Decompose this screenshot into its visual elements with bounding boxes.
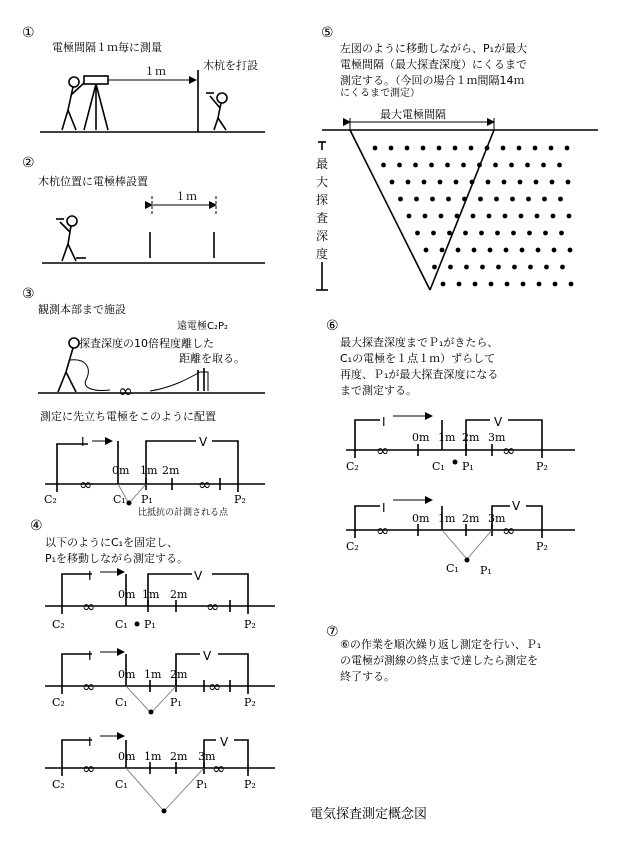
- step3-tick-1m: 1m: [140, 464, 158, 477]
- measurement-point: [551, 214, 556, 219]
- measurement-point: [414, 197, 419, 202]
- measurement-point: [415, 231, 420, 236]
- step6-line4: まで測定する。: [340, 384, 417, 397]
- measurement-point: [494, 197, 499, 202]
- step6b-c1: C₁: [446, 562, 459, 575]
- measurement-point: [471, 214, 476, 219]
- measurement-point: [455, 214, 460, 219]
- measurement-point: [431, 231, 436, 236]
- measurement-point: [406, 180, 411, 185]
- step7-number: ⑦: [326, 624, 339, 640]
- step6-line1: 最大探査深度までＰ₁がきたら、: [340, 336, 499, 349]
- step6a-c1: C₁: [432, 460, 445, 473]
- measurement-point: [488, 248, 493, 253]
- step3-tick-2m: 2m: [162, 464, 180, 477]
- step4b-p1: P₁: [170, 696, 182, 709]
- measurement-point: [521, 282, 526, 287]
- measurement-point: [565, 146, 570, 151]
- step4b-tick-1m: 1m: [144, 668, 162, 681]
- measurement-point: [512, 265, 517, 270]
- step4b-c1: C₁: [115, 696, 128, 709]
- step3-infinity-left: ∞: [79, 475, 93, 494]
- step5-max-spacing-label: 最大電極間隔: [380, 108, 446, 121]
- measurement-point: [424, 248, 429, 253]
- measurement-point: [542, 197, 547, 202]
- step4b-tick-0m: 0m: [118, 668, 136, 681]
- step1-number: ①: [22, 25, 35, 41]
- step3-remote-electrode: 遠電極C₂P₂: [177, 321, 229, 332]
- measurement-point: [535, 214, 540, 219]
- step4c-tick-1m: 1m: [144, 750, 162, 763]
- measurement-point: [439, 214, 444, 219]
- step4b-p2: P₂: [244, 696, 256, 709]
- step5-depth-char-4: 査: [316, 211, 329, 225]
- step1-distance-label: １ｍ: [144, 65, 166, 78]
- measurement-point: [487, 214, 492, 219]
- measurement-point: [445, 163, 450, 168]
- step6-number: ⑥: [326, 318, 339, 334]
- measurement-point: [559, 231, 564, 236]
- measurement-point: [568, 248, 573, 253]
- step6a-p1: P₁: [462, 460, 474, 473]
- measurement-point: [429, 163, 434, 168]
- step6b-tick-3m: 3m: [488, 512, 506, 525]
- step4a-c1: C₁: [115, 618, 128, 631]
- measurement-point: [463, 231, 468, 236]
- measurement-point: [511, 231, 516, 236]
- measurement-point: [397, 163, 402, 168]
- measurement-point: [560, 265, 565, 270]
- step3-title: 観測本部まで施設: [38, 303, 126, 316]
- measurement-point: [462, 197, 467, 202]
- step7-line2: の電極が測線の終点まで達したら測定を: [340, 654, 538, 667]
- measurement-point: [470, 180, 475, 185]
- step5-depth-char-1: 最: [316, 157, 329, 171]
- step4a-infinity-left: ∞: [82, 597, 96, 616]
- step4c-c2: C₂: [52, 778, 65, 791]
- step6b-tick-0m: 0m: [412, 512, 430, 525]
- step6a-voltage-label: V: [494, 415, 503, 429]
- measurement-point: [543, 231, 548, 236]
- measurement-point: [421, 146, 426, 151]
- measurement-point: [446, 197, 451, 202]
- step4-line1: 以下のようにC₁を固定し、: [45, 536, 179, 549]
- step4-diagram-b: [45, 652, 275, 715]
- measurement-point: [541, 163, 546, 168]
- step3-number: ③: [22, 286, 35, 302]
- measurement-point: [464, 265, 469, 270]
- measurement-point: [432, 265, 437, 270]
- step5-line1: 左図のように移動しながら、P₁が最大: [340, 42, 528, 55]
- step4a-c2: C₂: [52, 618, 65, 631]
- measurement-point: [552, 248, 557, 253]
- step3-voltage-label: V: [199, 435, 208, 449]
- step4b-tick-2m: 2m: [170, 668, 188, 681]
- measurement-point: [504, 248, 509, 253]
- step3-p2: P₂: [234, 493, 246, 506]
- step6a-tick-1m: 1m: [438, 431, 456, 444]
- measurement-point: [398, 197, 403, 202]
- step4b-voltage-label: V: [203, 649, 212, 663]
- measurement-point: [534, 180, 539, 185]
- step7-line1: ⑥の作業を順次繰り返し測定を行い、Ｐ₁: [340, 638, 542, 651]
- measurement-point: [389, 146, 394, 151]
- step6a-infinity-right: ∞: [502, 441, 516, 460]
- measurement-point: [518, 180, 523, 185]
- measurement-point: [520, 248, 525, 253]
- step2-number: ②: [22, 155, 35, 171]
- step3-tick-0m: 0m: [112, 464, 130, 477]
- step4c-c1: C₁: [115, 778, 128, 791]
- step4b-infinity-right: ∞: [208, 677, 222, 696]
- measurement-point: [536, 248, 541, 253]
- measurement-point: [461, 163, 466, 168]
- step4-diagram-c: [45, 736, 275, 814]
- step5-line3: 測定する。（今回の場合１ｍ間隔14ｍ: [340, 74, 525, 87]
- measurement-point: [526, 197, 531, 202]
- step4c-tick-3m: 3m: [198, 750, 216, 763]
- step5-line4: にくるまで測定）: [340, 88, 420, 99]
- step6b-p2: P₂: [536, 540, 548, 553]
- step4-line2: P₁を移動しながら測定する。: [45, 552, 189, 565]
- step3-infinity-right: ∞: [198, 475, 212, 494]
- step3-arrangement-caption: 測定に先立ち電極をこのように配置: [40, 410, 216, 423]
- step5-depth-char-2: 大: [316, 175, 329, 189]
- step6b-tick-1m: 1m: [438, 512, 456, 525]
- measurement-point: [550, 180, 555, 185]
- measurement-point: [480, 265, 485, 270]
- step6a-p2: P₂: [536, 460, 548, 473]
- step6b-p1: P₁: [480, 564, 492, 577]
- measurement-point: [381, 163, 386, 168]
- measurement-point: [557, 163, 562, 168]
- measurement-point: [510, 197, 515, 202]
- step5-depth-char-3: 探: [316, 193, 329, 207]
- measurement-point: [473, 282, 478, 287]
- step6a-c2: C₂: [346, 460, 359, 473]
- measurement-point: [527, 231, 532, 236]
- measurement-point: [505, 282, 510, 287]
- measurement-point: [517, 146, 522, 151]
- step3-current-label: I: [81, 435, 85, 449]
- step6b-current-label: I: [382, 501, 386, 515]
- step3-c1: C₁: [113, 493, 126, 506]
- step6a-tick-0m: 0m: [412, 431, 430, 444]
- measurement-point: [448, 265, 453, 270]
- page-title: 電気探査測定概念図: [310, 807, 428, 822]
- step6b-c2: C₂: [346, 540, 359, 553]
- step4b-infinity-left: ∞: [82, 677, 96, 696]
- step6b-infinity-left: ∞: [376, 521, 390, 540]
- measurement-point: [479, 231, 484, 236]
- step4a-tick-2m: 2m: [170, 588, 188, 601]
- step2-title: 木杭位置に電極棒設置: [38, 175, 148, 188]
- step4a-p1: P₁: [144, 618, 156, 631]
- step5-depth-char-5: 深: [316, 229, 329, 243]
- measurement-point: [549, 146, 554, 151]
- step4c-tick-2m: 2m: [170, 750, 188, 763]
- measurement-point: [496, 265, 501, 270]
- measurement-point: [407, 214, 412, 219]
- measurement-point: [544, 265, 549, 270]
- step7-line3: 終了する。: [340, 670, 395, 683]
- measurement-point: [501, 146, 506, 151]
- measurement-point: [503, 214, 508, 219]
- step1-stake-label: 木杭を打設: [203, 59, 258, 72]
- step6b-infinity-right: ∞: [502, 521, 516, 540]
- step4-diagram-a: [45, 572, 275, 627]
- step4c-voltage-label: V: [220, 735, 229, 749]
- step4b-current-label: I: [88, 649, 92, 663]
- measurement-point: [373, 146, 378, 151]
- measurement-point: [472, 248, 477, 253]
- step4c-infinity-left: ∞: [82, 759, 96, 778]
- step1-title: 電極間隔１ｍ毎に測量: [52, 41, 162, 54]
- step6a-tick-2m: 2m: [462, 431, 480, 444]
- step2-distance-label: １ｍ: [175, 190, 197, 203]
- measurement-point: [567, 214, 572, 219]
- step4b-c2: C₂: [52, 696, 65, 709]
- step4a-infinity-right: ∞: [206, 597, 220, 616]
- step3-note-line1: 探査深度の10倍程度離した: [79, 337, 214, 350]
- step4a-tick-1m: 1m: [142, 588, 160, 601]
- measurement-point: [437, 146, 442, 151]
- measurement-point: [566, 180, 571, 185]
- step4a-current-label: I: [88, 569, 92, 583]
- measurement-point: [469, 146, 474, 151]
- measurement-point: [422, 180, 427, 185]
- step4a-voltage-label: V: [194, 569, 203, 583]
- step4c-tick-0m: 0m: [118, 750, 136, 763]
- measurement-point: [533, 146, 538, 151]
- measurement-point: [440, 248, 445, 253]
- measurement-point: [495, 231, 500, 236]
- measurement-point: [438, 180, 443, 185]
- measurement-point: [453, 146, 458, 151]
- step3-note-line2: 距離を取る。: [179, 352, 245, 365]
- measurement-point: [457, 282, 462, 287]
- measurement-point: [456, 248, 461, 253]
- step2-electrode-scene: [42, 196, 265, 263]
- measurement-point: [423, 214, 428, 219]
- step4c-p1: P₁: [196, 778, 208, 791]
- measurement-point: [493, 163, 498, 168]
- measurement-point: [489, 282, 494, 287]
- step3-point-note: 比抵抗の計測される点: [138, 508, 229, 518]
- step4-number: ④: [30, 518, 43, 534]
- measurement-point: [528, 265, 533, 270]
- step4c-infinity-right: ∞: [212, 759, 226, 778]
- measurement-point: [478, 197, 483, 202]
- step6a-infinity-left: ∞: [376, 441, 390, 460]
- step4a-tick-0m: 0m: [118, 588, 136, 601]
- measurement-point: [485, 146, 490, 151]
- step6-line3: 再度、Ｐ₁が最大探査深度になる: [340, 368, 499, 381]
- measurement-point: [441, 282, 446, 287]
- measurement-point: [502, 180, 507, 185]
- step6a-current-label: I: [382, 415, 386, 429]
- step6b-tick-2m: 2m: [462, 512, 480, 525]
- step3-p1: P₁: [141, 493, 153, 506]
- measurement-point: [405, 146, 410, 151]
- measurement-point: [558, 197, 563, 202]
- step5-number: ⑤: [321, 25, 334, 41]
- measurement-point: [430, 197, 435, 202]
- step6b-voltage-label: V: [512, 499, 521, 513]
- measurement-point: [553, 282, 558, 287]
- measurement-point: [569, 282, 574, 287]
- measurement-point: [525, 163, 530, 168]
- step4a-p2: P₂: [244, 618, 256, 631]
- measurement-point: [519, 214, 524, 219]
- step5-depth-char-6: 度: [316, 247, 329, 261]
- step5-depth-diagram: [316, 118, 598, 290]
- step4c-p2: P₂: [244, 778, 256, 791]
- step1-surveying-scene: [40, 70, 265, 132]
- measurement-point: [447, 231, 452, 236]
- measurement-point: [454, 180, 459, 185]
- step4c-current-label: I: [88, 735, 92, 749]
- measurement-point: [537, 282, 542, 287]
- measurement-point: [413, 163, 418, 168]
- step6-line2: C₁の電極を１点１ｍ）ずらして: [340, 352, 496, 365]
- measurement-point: [477, 163, 482, 168]
- step5-line2: 電極間隔（最大探査深度）にくるまで: [340, 58, 527, 71]
- step3-infinity: ∞: [118, 381, 133, 402]
- step3-c2: C₂: [44, 493, 57, 506]
- measurement-point: [486, 180, 491, 185]
- measurement-point: [390, 180, 395, 185]
- step6a-tick-3m: 3m: [488, 431, 506, 444]
- measurement-point: [509, 163, 514, 168]
